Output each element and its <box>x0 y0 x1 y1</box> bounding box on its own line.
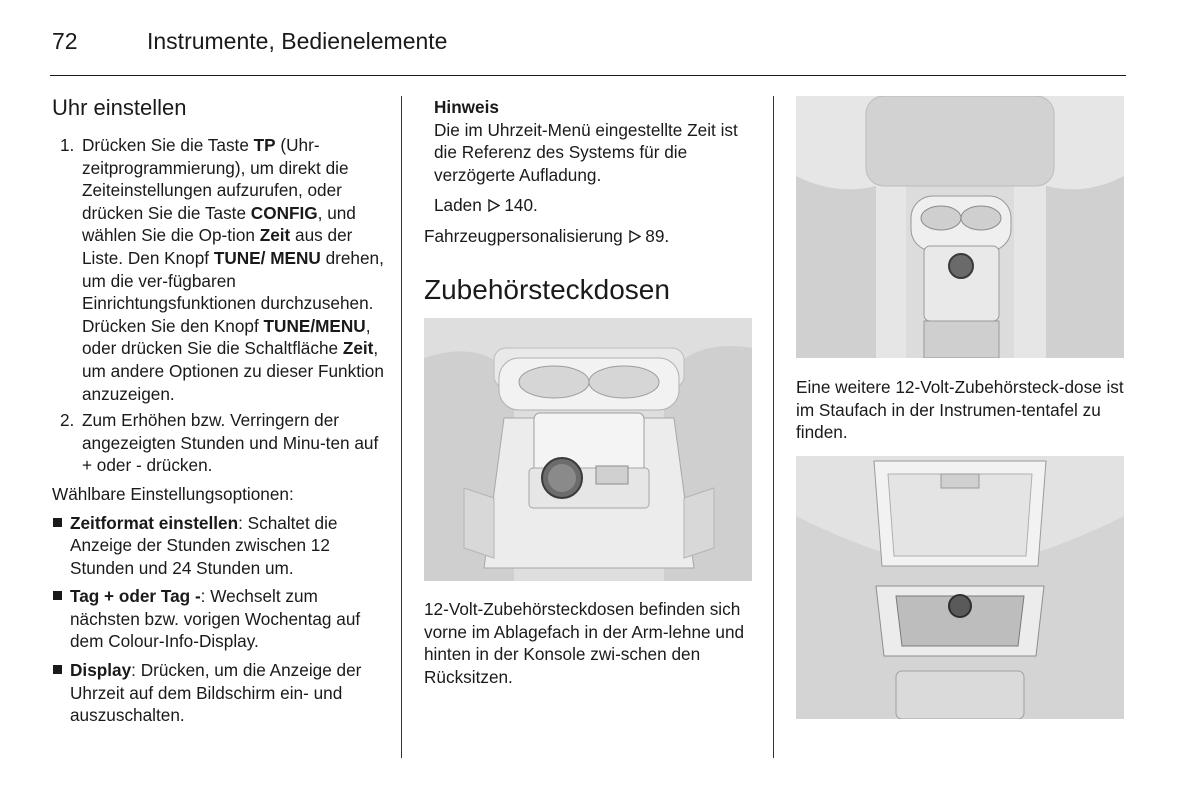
armrest-socket-photo <box>424 318 752 581</box>
dashboard-storage-socket-photo <box>796 456 1124 719</box>
square-bullet-icon <box>53 518 62 527</box>
section-heading-clock: Uhr einstellen <box>52 95 187 120</box>
cross-ref-personalisation <box>424 225 764 248</box>
step-number: 1. <box>60 135 75 155</box>
option-text: : Wechselt zum nächsten bzw. vorigen Wochentag auf dem Colour-Info-Display. <box>70 586 361 652</box>
caption-dashboard-socket: Eine weitere 12-Volt-Zubehörsteck-dose ist im Staufach in der Instrumen-tentafel zu finden. <box>796 377 1124 443</box>
key-label: Zeit <box>342 338 374 359</box>
key-label: Zeit <box>259 225 291 246</box>
note-text: Die im Uhrzeit-Menü eingestellte Zeit ist die Referenz des Systems für die verzögerte Aufladung. <box>434 119 738 185</box>
key-label: TUNE/MENU <box>263 315 366 336</box>
step-2 <box>52 409 384 477</box>
column-divider-2 <box>773 96 774 758</box>
triangle-right-outline-icon <box>628 230 641 243</box>
option-item <box>52 512 384 580</box>
ref-page: 89. <box>645 226 670 246</box>
key-label: CONFIG <box>250 202 318 223</box>
key-label: TUNE/ MENU <box>213 247 321 268</box>
step-text: Drücken Sie die Taste <box>82 135 254 155</box>
column-divider-1 <box>401 96 402 758</box>
step-text: Zum Erhöhen bzw. Verringern der angezeigten Stunden und Minu-ten auf + oder - drücken. <box>82 410 379 476</box>
cross-ref-charging <box>434 194 760 217</box>
ref-text: Laden <box>434 195 482 216</box>
ref-page: 140. <box>504 195 538 216</box>
header-rule <box>50 75 1126 76</box>
step-text: (Uhr-zeitprogrammierung), um direkt die Zeiteinstellungen aufzurufen, oder drücken Sie die Taste <box>82 135 349 223</box>
square-bullet-icon <box>53 591 62 600</box>
column-1 <box>52 134 384 733</box>
options-intro: Wählbare Einstellungsoptionen: <box>52 483 294 504</box>
triangle-right-outline-icon <box>487 199 500 212</box>
option-item <box>52 585 384 653</box>
option-text: : Drücken, um die Anzeige der Uhrzeit auf dem Bildschirm ein- und auszuschalten. <box>70 660 362 726</box>
ref-text: Fahrzeugpersonalisierung <box>424 226 623 246</box>
option-name: Tag + oder Tag - <box>70 586 201 607</box>
option-item <box>52 659 384 727</box>
option-text: : Schaltet die Anzeige der Stunden zwischen 12 Stunden und 24 Stunden um. <box>70 512 338 578</box>
step-text: , und wählen Sie die Op-tion <box>82 202 356 246</box>
option-name: Display <box>70 660 132 681</box>
step-text: , oder drücken Sie die Schaltfläche <box>82 315 371 359</box>
square-bullet-icon <box>53 665 62 674</box>
steps-list <box>52 134 384 477</box>
chapter-title: Instrumente, Bedienelemente <box>147 28 448 54</box>
step-text: aus der Liste. Den Knopf <box>82 225 353 268</box>
page-number: 72 <box>52 28 78 54</box>
step-text: , um andere Optionen zu dieser Funktion anzuzeigen. <box>82 338 384 404</box>
step-number: 2. <box>60 410 75 431</box>
note-title: Hinweis <box>434 97 499 117</box>
step-1 <box>52 134 384 405</box>
option-name: Zeitformat einstellen <box>70 512 239 533</box>
note-block <box>434 96 760 217</box>
caption-sockets: 12-Volt-Zubehörsteckdosen befinden sich vorne im Ablagefach in der Arm-lehne und hinten in der Konsole zwi-schen den Rücksitzen. <box>424 599 745 687</box>
section-heading-accessory-sockets: Zubehörsteckdosen <box>424 274 670 305</box>
step-text: drehen, um die ver-fügbaren Einrichtungsfunktionen durchzusehen. Drücken Sie den Knopf <box>82 247 384 336</box>
options-list <box>52 512 384 727</box>
key-label: TP <box>253 135 276 155</box>
rear-console-socket-photo <box>796 96 1124 358</box>
